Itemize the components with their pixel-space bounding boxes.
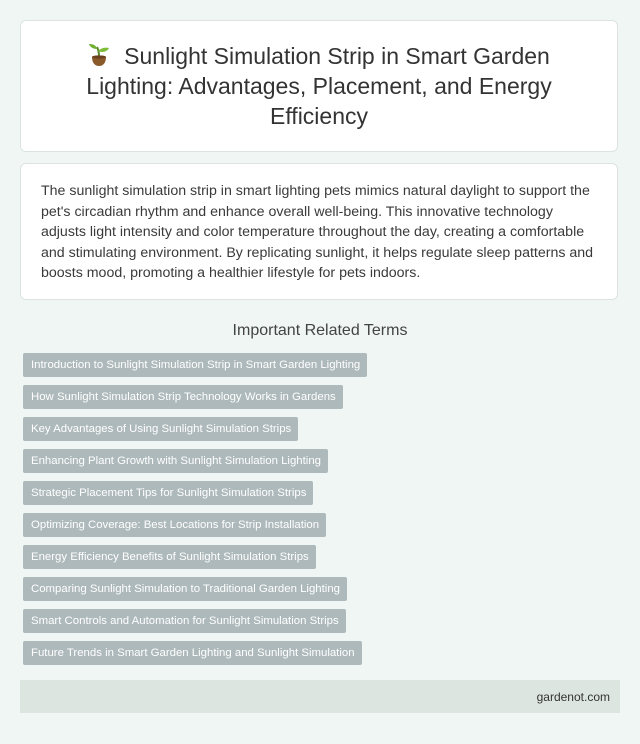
footer	[20, 680, 620, 713]
related-term-tag[interactable]: Comparing Sunlight Simulation to Traditional Garden Lighting	[23, 577, 347, 601]
page-title-text: Sunlight Simulation Strip in Smart Garden Lighting: Advantages, Placement, and Energy Efficiency	[86, 43, 552, 129]
related-term-tag[interactable]: How Sunlight Simulation Strip Technology Works in Gardens	[23, 385, 343, 409]
intro-text: The sunlight simulation strip in smart lighting pets mimics natural daylight to support the pet's circadian rhythm and enhance overall well-being. This innovative technology adjusts light intensity and color temperature throughout the day, creating a comfortable and stimulating environment. By replicating sunlight, it helps regulate sleep patterns and boosts mood, promoting a healthier lifestyle for pets indoors.	[41, 183, 594, 281]
sprout-icon	[88, 43, 110, 67]
page-title	[61, 41, 577, 131]
footer-site-link[interactable]: gardenot.com	[536, 689, 610, 704]
related-term-tag[interactable]: Key Advantages of Using Sunlight Simulation Strips	[23, 417, 298, 441]
related-terms-heading: Important Related Terms	[232, 322, 408, 339]
intro-card	[20, 163, 618, 300]
related-terms-list	[23, 353, 623, 673]
title-card	[20, 20, 618, 152]
related-term-tag[interactable]: Enhancing Plant Growth with Sunlight Simulation Lighting	[23, 449, 328, 473]
related-term-tag[interactable]: Introduction to Sunlight Simulation Strip in Smart Garden Lighting	[23, 353, 367, 377]
related-term-tag[interactable]: Energy Efficiency Benefits of Sunlight Simulation Strips	[23, 545, 316, 569]
related-term-tag[interactable]: Strategic Placement Tips for Sunlight Simulation Strips	[23, 481, 313, 505]
related-term-tag[interactable]: Optimizing Coverage: Best Locations for Strip Installation	[23, 513, 326, 537]
related-term-tag[interactable]: Future Trends in Smart Garden Lighting and Sunlight Simulation	[23, 641, 362, 665]
related-term-tag[interactable]: Smart Controls and Automation for Sunlight Simulation Strips	[23, 609, 346, 633]
